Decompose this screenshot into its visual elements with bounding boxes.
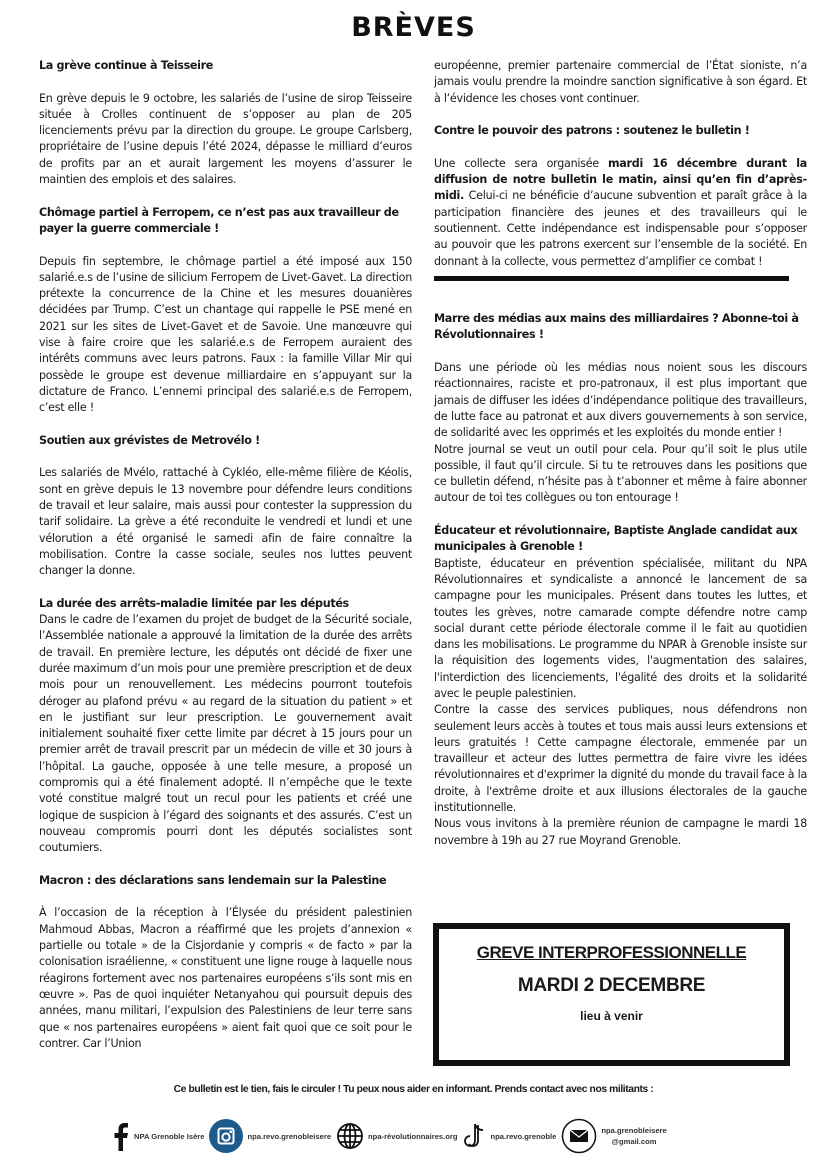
article-body: Dans une période où les médias nous noient sous les discours réactionnaires, raciste et pro-patronaux, il est plus important que jamais de diffuser les idées d’indépendance politique des travailleurs, de lutte face au patronat et aux divers gouvernements à son service, de solidarité avec les opprimés et les exploités du monde entier ! [434, 361, 807, 440]
article-body: Depuis fin septembre, le chômage partiel a été imposé aux 150 salarié.e.s de l’usine de silicium Ferropem de Livet-Gavet. La direction prétexte la concurrence de la Chine et les mesures douanières décidées par Trump. C’est un chantage qui rappelle le PSE mené en 2021 sur les sites de Livet-Gavet et de Savoie. Une manœuvre qui vise à faire croire que les salarié.e.s de Ferropem auraient des intérêts communs avec leurs patrons. Faux : la famille Villar Mir qui possède le groupe est devenue milliardaire en s’appuyant sur la dictature de Franco. L’ennemi principal des salarié.e.s de Ferropem, c’est elle ! [39, 254, 412, 415]
article-arrets-maladie [39, 596, 412, 857]
article-subscribe [434, 311, 807, 507]
article-candidate [434, 523, 807, 849]
strike-announcement-box [433, 923, 790, 1066]
strike-date: MARDI 2 DECEMBRE [517, 975, 706, 996]
tiktok-icon [463, 1121, 487, 1151]
article-body [434, 156, 807, 270]
support-rest: Celui-ci ne bénéficie d’aucune subvention et paraît grâce à la participation financière des jeunes et des travailleurs qui le soutiennent. Cette indépendance est indispensable pour s’opposer au pouvoir que les patrons exercent sur l’ensemble de la société. En donnant à la collecte, vous permettez d’amplifier ce combat ! [434, 189, 807, 268]
article-body: En grève depuis le 9 octobre, les salariés de l’usine de sirop Teisseire située à Crolles continuent de s’opposer au plan de 205 licenciements prévu par la direction du groupe. Le groupe Carlsberg, propriétaire de l’usine depuis l’été 2024, dépasse le milliard d’euros de profits par an et aurait largement les moyens d’assurer le maintien des emplois et des salaires. [39, 91, 412, 187]
mail-icon [561, 1118, 597, 1154]
article-body: Contre la casse des services publiques, nous défendrons non seulement leurs accès à toutes et tous mais aussi leurs extensions et leurs gratuités ! Cette campagne électorale, emmenée par un travailleur et acteur des luttes permettra de faire vivre les idées révolutionnaires et d'exprimer la dignité du monde du travail face à la droite, à l'extrême droite et aux illusions électorales de la gauche institutionnelle. [434, 703, 807, 815]
contact-email[interactable] [561, 1118, 666, 1154]
contact-facebook[interactable] [112, 1121, 204, 1151]
article-body: Nous vous invitons à la première réunion de campagne le mardi 18 novembre à 19h au 27 rue Moyrand Grenoble. [434, 817, 807, 847]
contact-website[interactable] [336, 1122, 457, 1150]
strike-title: GREVE INTERPROFESSIONNELLE [476, 943, 747, 962]
support-date-highlight: mardi 16 décembre durant la diffusion de notre bulletin le matin, ainsi qu’en fin d’après-midi. [434, 156, 808, 203]
article-heading: Macron : des déclarations sans lendemain sur la Palestine [39, 873, 387, 887]
article-heading: Soutien aux grévistes de Metrovélo ! [39, 433, 260, 447]
globe-icon [336, 1122, 364, 1150]
contact-instagram[interactable] [209, 1119, 331, 1153]
contact-label: npa.revo.grenobleisere [247, 1131, 332, 1141]
contact-label [601, 1125, 666, 1147]
article-heading: Éducateur et révolutionnaire, Baptiste Anglade candidat aux municipales à Grenoble ! [434, 524, 798, 554]
email-line-2: @gmail.com [611, 1137, 657, 1146]
article-heading: La durée des arrêts-maladie limitée par les députés [39, 596, 349, 610]
article-palestine [39, 873, 412, 1052]
instagram-icon [209, 1119, 243, 1153]
article-body: Notre journal se veut un outil pour cela. Pour qu’il soit le plus utile possible, il faut qu’il circule. Si tu te retrouves dans les positions que ce bulletin défend, n’hésite pas à t’abonner et même à faire abonner autour de toi tes collègues ou ton entourage ! [434, 442, 807, 505]
support-intro: Une collecte sera organisée [434, 156, 608, 170]
article-body: À l’occasion de la réception à l’Élysée du président palestinien Mahmoud Abbas, Macron a réaffirmé que les projets d’annexion « partielle ou totale » de la Cisjordanie y compris « de facto » par la colonisation israélienne, « constituent une ligne rouge à laquelle nous réagirons fortement avec nos partenaires européens s’ils sont mis en œuvre ». Pas de quoi inquiéter Netanyahou qui poursuit depuis des années, manu militari, l’expulsion des Palestiniens de leur terre sans que « nos partenaires européens » aient fait quoi que ce soit pour le contrer. Car l’Union [39, 906, 412, 1050]
contact-label: NPA Grenoble Isère [134, 1131, 205, 1141]
contact-bar [112, 1116, 667, 1156]
strike-location: lieu à venir [580, 1009, 643, 1023]
article-continuation: européenne, premier partenaire commercial de l’État sioniste, n’a jamais voulu prendre la moindre sanction significative à son égard. Et à l’évidence les choses vont continuer. [434, 59, 807, 105]
article-metrovelo [39, 433, 412, 580]
article-heading: Contre le pouvoir des patrons : soutenez le bulletin ! [434, 124, 750, 138]
email-line-1: npa.grenobleisere [601, 1126, 667, 1135]
article-ferropem [39, 205, 412, 417]
article-teisseire [39, 58, 412, 188]
article-body: Les salariés de Mvélo, rattaché à Cykléo, elle-même filière de Kéolis, sont en grève depuis le 13 novembre pour défendre leurs conditions de travail et leur salaire, mais aussi pour contester la suppression du tarif solidaire. La grève a été reconduite le vendredi et lundi et une vélorution a été organisé le samedi afin de faire connaître la mobilisation. Contre la casse sociale, seules nos luttes peuvent changer la donne. [39, 466, 412, 578]
article-heading: Chômage partiel à Ferropem, ce n’est pas aux travailleur de payer la guerre commerciale ! [39, 205, 399, 235]
article-heading: La grève continue à Teisseire [39, 59, 214, 72]
right-column [434, 58, 807, 849]
footer-tagline: Ce bulletin est le tien, fais le circuler ! Tu peux nous aider en informant. Prends contact avec nos militants : [173, 1084, 654, 1095]
page-title: BRÈVES [351, 12, 476, 43]
article-support-bulletin [434, 123, 807, 270]
contact-tiktok[interactable] [463, 1121, 557, 1151]
section-divider [434, 276, 789, 281]
left-column [39, 58, 412, 1052]
article-body: Baptiste, éducateur en prévention spécialisée, militant du NPA Révolutionnaires et syndicaliste a annoncé le lancement de sa campagne pour les municipales. Présent dans toutes les luttes, et toutes les grèves, notre camarade compte défendre notre camp social durant cette période électorale comme il le fait au quotidien dans les mobilisations. Le programme du NPAR à Grenoble insiste sur la réquisition des logements vides, l'augmentation des salaires, l'interdiction des licenciements, l'égalité des droits et la solidarité avec le peuple palestinien. [434, 556, 807, 700]
contact-label: npa.revo.grenoble [490, 1131, 557, 1141]
article-heading: Marre des médias aux mains des milliardaires ? Abonne-toi à Révolutionnaires ! [434, 312, 799, 342]
facebook-icon [112, 1121, 130, 1151]
article-body: Dans le cadre de l’examen du projet de budget de la Sécurité sociale, l’Assemblée nationale a approuvé la limitation de la durée des arrêts de travail. En première lecture, les députés ont décidé de fixer une durée maximum d’un mois pour une première prescription et de deux mois pour un renouvellement. Les médecins pourront toutefois déroger au plafond prévu « au regard de la situation du patient » et en le justifiant sur leur prescription. Le gouvernement avait initialement souhaité fixer cette limite par décret à 15 jours pour un premier arrêt de travail prescrit par un médecin de ville et 30 jours à l’hôpital. La gauche, opposée à une telle mesure, a proposé un compromis qui a été finalement adopté. Il n’empêche que le texte voté constitue malgré tout un recul pour les patients et créé une logique de suspicion à l’égard des soignants et des assurés. C’est un nouveau compromis pourri dont les députés socialistes sont coutumiers. [39, 613, 412, 855]
contact-label: npa-révolutionnaires.org [368, 1131, 458, 1141]
